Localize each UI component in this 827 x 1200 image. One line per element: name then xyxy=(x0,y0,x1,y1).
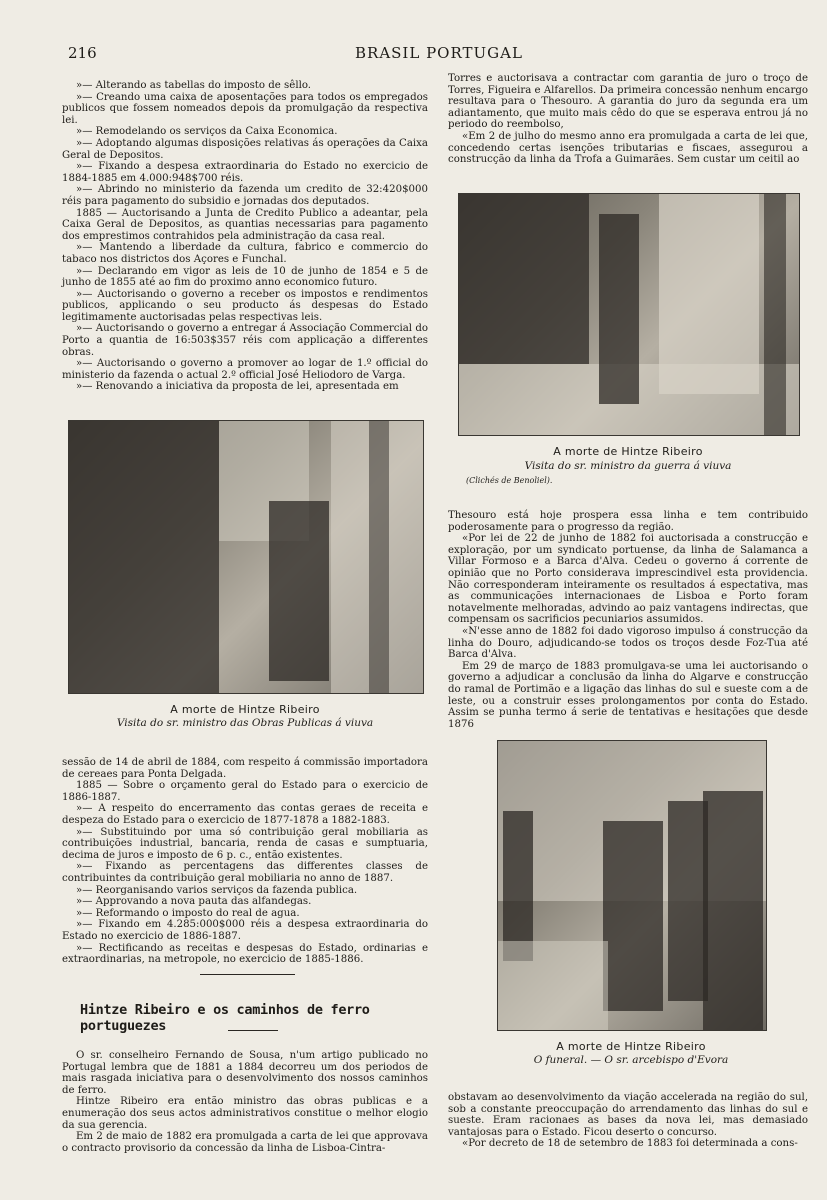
paragraph: »— Renovando a iniciativa da proposta de lei, apresentada em xyxy=(76,381,399,393)
paragraph: »— Remodelando os serviços da Caixa Economica. xyxy=(76,126,338,138)
paragraph: Hintze Ribeiro era então ministro das obras publicas e a enumeração dos seus actos administrativos constitue o melhor elogio da sua gerencia. xyxy=(62,1096,428,1131)
section-body xyxy=(62,1050,428,1154)
paragraph: Torres e auctorisava a contractar com garantia de juro o troço de Torres, Figueira e Alfarellos. Da primeira concessão nenhum encargo resultava para o Thesouro. A garantia do juro da segunda era um adiantamento, que muito mais cêdo do que se esperava entrou já no periodo do reembolso, xyxy=(448,73,808,131)
left-column-middle xyxy=(62,757,428,966)
running-title: BRASIL PORTUGAL xyxy=(355,44,523,62)
photo-right2-caption-title: A morte de Hintze Ribeiro xyxy=(556,1040,706,1053)
paragraph: »— Alterando as tabellas do imposto de sêllo. xyxy=(76,80,312,91)
paragraph: 1885 — Auctorisando a Junta de Credito Publico a adeantar, pela Caixa Geral de Depositos, as quantias necessarias para pagamento dos emprestimos contrahidos pela administração da casa real. xyxy=(62,207,428,242)
divider-rule xyxy=(200,974,295,975)
section-heading: Hintze Ribeiro e os caminhos de ferro portuguezes xyxy=(80,1002,370,1034)
paragraph: obstavam ao desenvolvimento da viação accelerada na região do sul, sob a constante preoccupação do arrendamento das linhas do sul e sueste. Eram racionaes as bases da nova lei, mas demasiado vantajosas para o Estado. Ficou deserto o concurso. xyxy=(448,1092,808,1138)
paragraph: 1885 — Sobre o orçamento geral do Estado para o exercicio de 1886-1887. xyxy=(62,780,428,803)
paragraph: »— Adoptando algumas disposições relativas ás operações da Caixa Geral de Depositos. xyxy=(62,137,428,161)
photo-minister-war-visit xyxy=(458,193,800,436)
paragraph: O sr. conselheiro Fernando de Sousa, n'um artigo publicado no Portugal lembra que de 1881 a 1884 decorreu um dos periodos de mais rasgada iniciativa para o desenvolvimento dos nossos caminhos de ferro. xyxy=(62,1050,428,1096)
paragraph: «Em 2 de julho do mesmo anno era promulgada a carta de lei que, concedendo certas isenções tributarias e fiscaes, assegurou a construcção da linha da Trofa a Guimarães. Sem custar um ceitil ao xyxy=(448,130,808,166)
paragraph: sessão de 14 de abril de 1884, com respeito á commissão importadora de cereaes para Ponta Delgada. xyxy=(62,757,428,780)
paragraph: »— Rectificando as receitas e despesas do Estado, ordinarias e extraordinarias, na metropole, no exercicio de 1885-1886. xyxy=(62,942,428,966)
paragraph: »— Auctorisando o governo a receber os impostos e rendimentos publicos, applicando o seu producto ás despesas do Estado legitimamente auctorisadas pelas respectivas leis. xyxy=(62,288,428,323)
paragraph: »— Fixando a despesa extraordinaria do Estado no exercicio de 1884-1885 em 4.000:948$700 réis. xyxy=(62,161,428,184)
photo-right1-caption-subtitle: Visita do sr. ministro da guerra á viuva xyxy=(524,460,732,472)
photo-funeral-archbishop xyxy=(497,740,767,1031)
paragraph: »— Approvando a nova pauta das alfandegas. xyxy=(76,896,312,908)
right-column-bottom xyxy=(448,1092,808,1150)
paragraph: »— A respeito do encerramento das contas geraes de receita e despeza do Estado para o exercicio de 1877-1878 a 1882-1883. xyxy=(62,803,428,826)
right-column-middle xyxy=(448,510,808,730)
paragraph: »— Reorganisando varios serviços da fazenda publica. xyxy=(76,884,358,896)
left-column-top xyxy=(62,80,428,393)
paragraph: »— Substituindo por uma só contribuição geral mobiliaria as contribuições industrial, bancaria, renda de casas e sumptuaria, decima de juros e imposto de 6 p. c., então existentes. xyxy=(62,826,428,861)
paragraph: »— Fixando as percentagens das differentes classes de contribuintes da contribuição geral mobiliaria no anno de 1887. xyxy=(62,861,428,884)
photo-left-caption-subtitle: Visita do sr. ministro das Obras Publicas á viuva xyxy=(116,717,374,729)
photo-minister-public-works-visit xyxy=(68,420,424,694)
paragraph: »— Mantendo a liberdade da cultura, fabrico e commercio do tabaco nos districtos dos Açores e Funchal. xyxy=(62,242,428,265)
paragraph: «Por lei de 22 de junho de 1882 foi auctorisada a construcção e exploração, por um syndicato portuense, da linha de Salamanca a Villar Formoso e a Barca d'Alva. Cedeu o governo á corrente de opinião que no Porto considerava imprescindivel esta providencia. Não corresponderam inteiramente os resultados á espectativa, mas as communicações internacionaes de Lisboa e Porto foram notavelmente melhoradas, advindo ao paiz vantagens indirectas, que compensam os sacrificios pecuniarios assumidos. xyxy=(448,533,808,626)
paragraph: »— Abrindo no ministerio da fazenda um credito de 32:420$000 réis para pagamento do subsidio e jornadas dos deputados. xyxy=(62,184,428,207)
paragraph: »— Creando uma caixa de aposentações para todos os empregados publicos que fossem nomeados depois da promulgação da respectiva lei. xyxy=(62,91,428,126)
photo-credit: (Clichés de Benoliel). xyxy=(466,476,553,485)
paragraph: »— Declarando em vigor as leis de 10 de junho de 1854 e 5 de junho de 1855 até ao fim do proximo anno economico futuro. xyxy=(62,265,428,289)
paragraph: Em 29 de março de 1883 promulgava-se uma lei auctorisando o governo a adjudicar a conclusão da linha do Algarve e construcção do ramal de Portimão e a ligação das linhas do sul e sueste com a de leste, ou a construir esses prolongamentos por conta do Estado. Assim se punha termo á serie de tentativas e hesitações que desde 1876 xyxy=(448,660,808,730)
paragraph: «Por decreto de 18 de setembro de 1883 foi determinada a cons- xyxy=(462,1138,798,1150)
paragraph: «N'esse anno de 1882 foi dado vigoroso impulso á construcção da linha do Douro, adjudicando-se todos os troços desde Foz-Tua até Barca d'Alva. xyxy=(448,625,808,661)
page-number: 216 xyxy=(68,44,97,62)
photo-right2-caption-subtitle: O funeral. — O sr. arcebispo d'Evora xyxy=(533,1054,729,1066)
paragraph: »— Auctorisando o governo a promover ao logar de 1.º official do ministerio da fazenda o actual 2.º official José Heliodoro de Varga. xyxy=(62,358,428,381)
paragraph: Thesouro está hoje prospera essa linha e tem contribuido poderosamente para o progresso da região. xyxy=(448,510,808,533)
photo-left-caption-title: A morte de Hintze Ribeiro xyxy=(170,703,320,716)
right-column-top xyxy=(448,73,808,166)
paragraph: »— Auctorisando o governo a entregar á Associação Commercial do Porto a quantia de 16:503$357 réis com applicação a differentes obras. xyxy=(62,323,428,358)
paragraph: »— Fixando em 4.285:000$000 réis a despesa extraordinaria do Estado no exercicio de 1886-1887. xyxy=(62,919,428,942)
paragraph: Em 2 de maio de 1882 era promulgada a carta de lei que approvava o contracto provisorio da concessão da linha de Lisboa-Cintra- xyxy=(62,1131,428,1154)
paragraph: »— Reformando o imposto do real de agua. xyxy=(76,907,300,919)
photo-right1-caption-title: A morte de Hintze Ribeiro xyxy=(553,445,703,458)
divider-rule xyxy=(228,1030,278,1031)
